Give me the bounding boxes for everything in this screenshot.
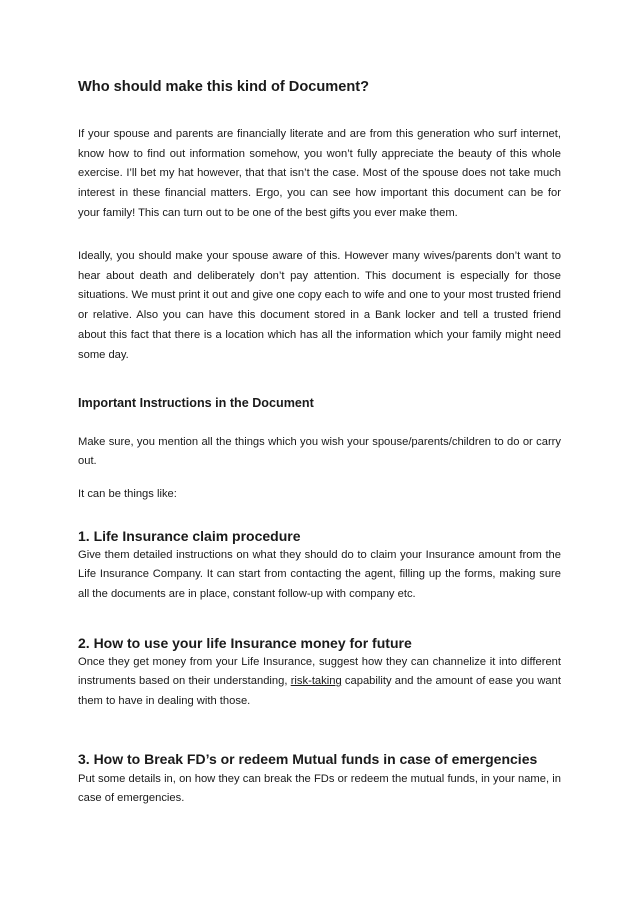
heading-important-instructions: Important Instructions in the Document bbox=[78, 396, 314, 410]
paragraph-things-like: It can be things like: bbox=[78, 488, 177, 500]
section-body-life-insurance-claim: Give them detailed instructions on what they should do to claim your Insurance amount from the Life Insurance Company. It can start from contacting the agent, filling up the forms, making sure all the documents are in place, constant follow-up with company etc. bbox=[78, 549, 561, 600]
section-body-insurance-money bbox=[78, 653, 561, 711]
section-title-break-fds: 3. How to Break FD’s or redeem Mutual funds in case of emergencies bbox=[78, 751, 538, 767]
risk-taking-link[interactable]: risk-taking bbox=[290, 675, 342, 688]
paragraph-make-sure: Make sure, you mention all the things which you wish your spouse/parents/children to do or carry out. bbox=[78, 436, 561, 468]
body-text-after-link: capability and the amount of ease you want them to have in dealing with those. bbox=[78, 675, 561, 707]
paragraph-make-spouse-aware: Ideally, you should make your spouse aware of this. However many wives/parents don’t want to hear about death and deliberately don’t pay attention. This document is especially for those situations. We must print it out and give one copy each to wife and one to your most trusted friend or relative. Also you can have this document stored in a Bank locker and tell a trusted friend about this fact that there is a location which has all the information which your family might need some day. bbox=[78, 250, 561, 361]
section-title-life-insurance-claim: 1. Life Insurance claim procedure bbox=[78, 528, 301, 544]
body-text-before-link: Once they get money from your Life Insurance, suggest how they can channelize it into different instruments based on their understanding, bbox=[78, 656, 561, 688]
heading-who-should-make: Who should make this kind of Document? bbox=[78, 79, 370, 95]
section-body-break-fds: Put some details in, on how they can break the FDs or redeem the mutual funds, in your name, in case of emergencies. bbox=[78, 773, 561, 805]
paragraph-financial-literacy: If your spouse and parents are financially literate and are from this generation who surf internet, know how to find out information somehow, you won’t fully appreciate the beauty of this whole exercise. I’ll bet my hat however, that that isn’t the case. Most of the spouse does not take much interest in these financial matters. Ergo, you can see how important this document can be for your family! This can turn out to be one of the best gifts you ever make them. bbox=[78, 128, 561, 219]
section-title-insurance-money: 2. How to use your life Insurance money for future bbox=[78, 635, 412, 651]
